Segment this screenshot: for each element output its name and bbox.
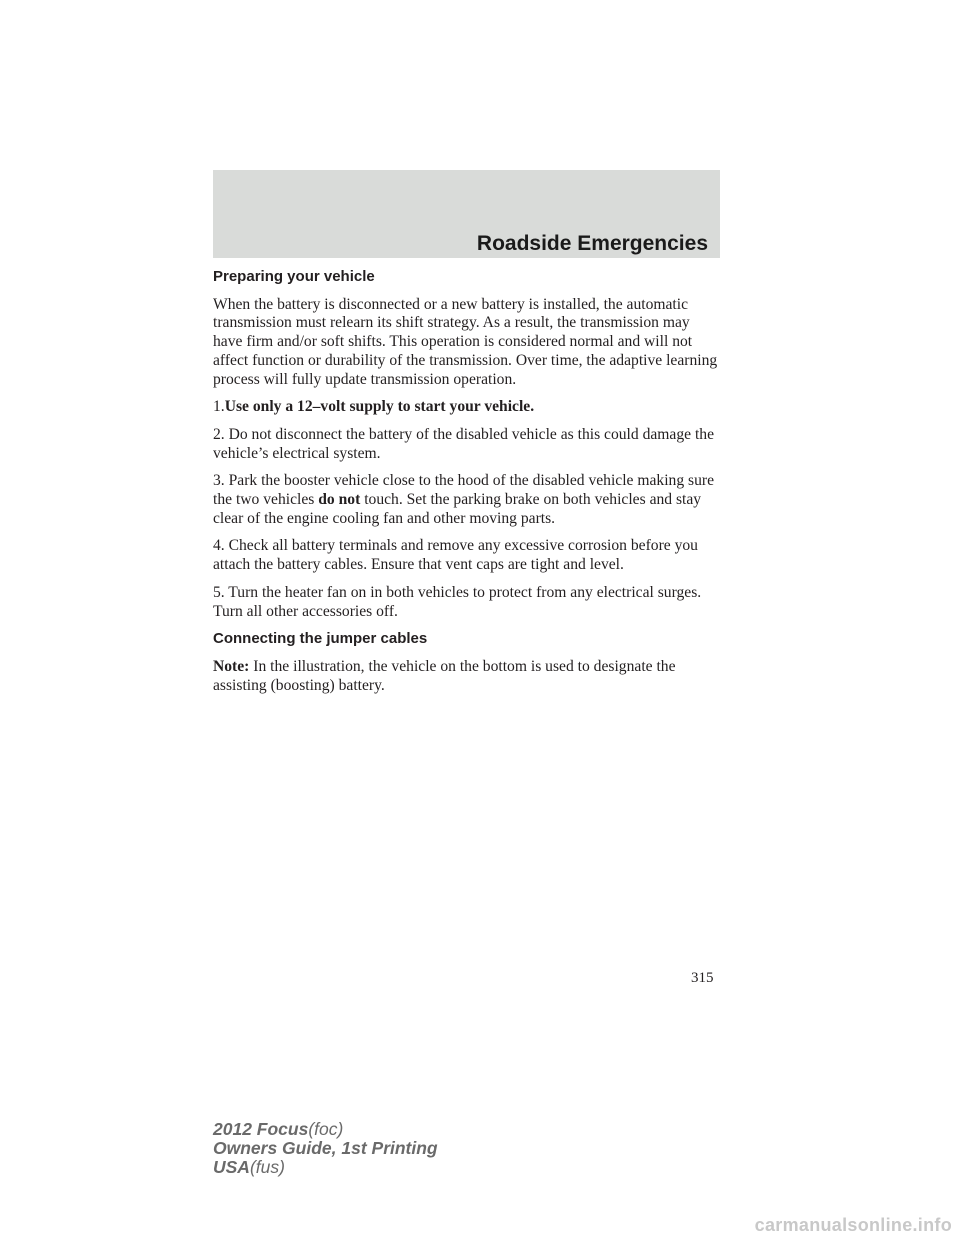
step-1-number: 1.: [213, 398, 225, 416]
footer-model-code: (foc): [308, 1119, 344, 1139]
note-paragraph: [213, 658, 723, 695]
footer-market: USA: [213, 1157, 250, 1177]
footer-line-3: [213, 1158, 438, 1177]
note-label: Note:: [213, 657, 250, 675]
step-2: 2. Do not disconnect the battery of the disabled vehicle as this could damage the vehicle’s electrical system.: [213, 425, 715, 462]
step-5: 5. Turn the heater fan on in both vehicles to protect from any electrical surges. Turn all other accessories off.: [213, 583, 702, 620]
step-4: 4. Check all battery terminals and remove any excessive corrosion before you attach the battery cables. Ensure that vent caps are tight and level.: [213, 537, 698, 574]
document-footer: [213, 1120, 438, 1177]
step-3: [213, 472, 723, 528]
page-number: 315: [691, 970, 714, 986]
footer-line-2: Owners Guide, 1st Printing: [213, 1138, 438, 1158]
heading-preparing-vehicle: Preparing your vehicle: [213, 268, 375, 285]
intro-paragraph: When the battery is disconnected or a new battery is installed, the automatic transmission must relearn its shift strategy. As a result, the transmission may have firm and/or soft shifts. This operation is considered normal and will not affect function or durability of the transmission. Over time, the adaptive learning process will fully update transmission operation.: [213, 295, 718, 388]
watermark: carmanualsonline.info: [754, 1215, 952, 1235]
section-title: Roadside Emergencies: [476, 232, 708, 255]
page-content: [213, 268, 723, 704]
section-header-band: [213, 170, 720, 258]
heading-connecting-cables: Connecting the jumper cables: [213, 630, 428, 648]
footer-model: 2012 Focus: [213, 1119, 309, 1139]
step-3-pre: 3. Park the booster vehicle close to the hood of the disabled vehicle making sure the two vehicles: [213, 472, 715, 509]
step-3-post: touch. Set the parking brake on both vehicles and stay clear of the engine cooling fan and other moving parts.: [213, 491, 702, 527]
step-1: [213, 398, 723, 417]
footer-line-1: [213, 1120, 438, 1139]
step-3-emphasis: do not: [318, 491, 361, 509]
step-1-text: Use only a 12–volt supply to start your vehicle.: [224, 398, 535, 416]
note-text: In the illustration, the vehicle on the bottom is used to designate the assisting (boosting) battery.: [213, 657, 676, 694]
footer-market-code: (fus): [249, 1157, 285, 1177]
